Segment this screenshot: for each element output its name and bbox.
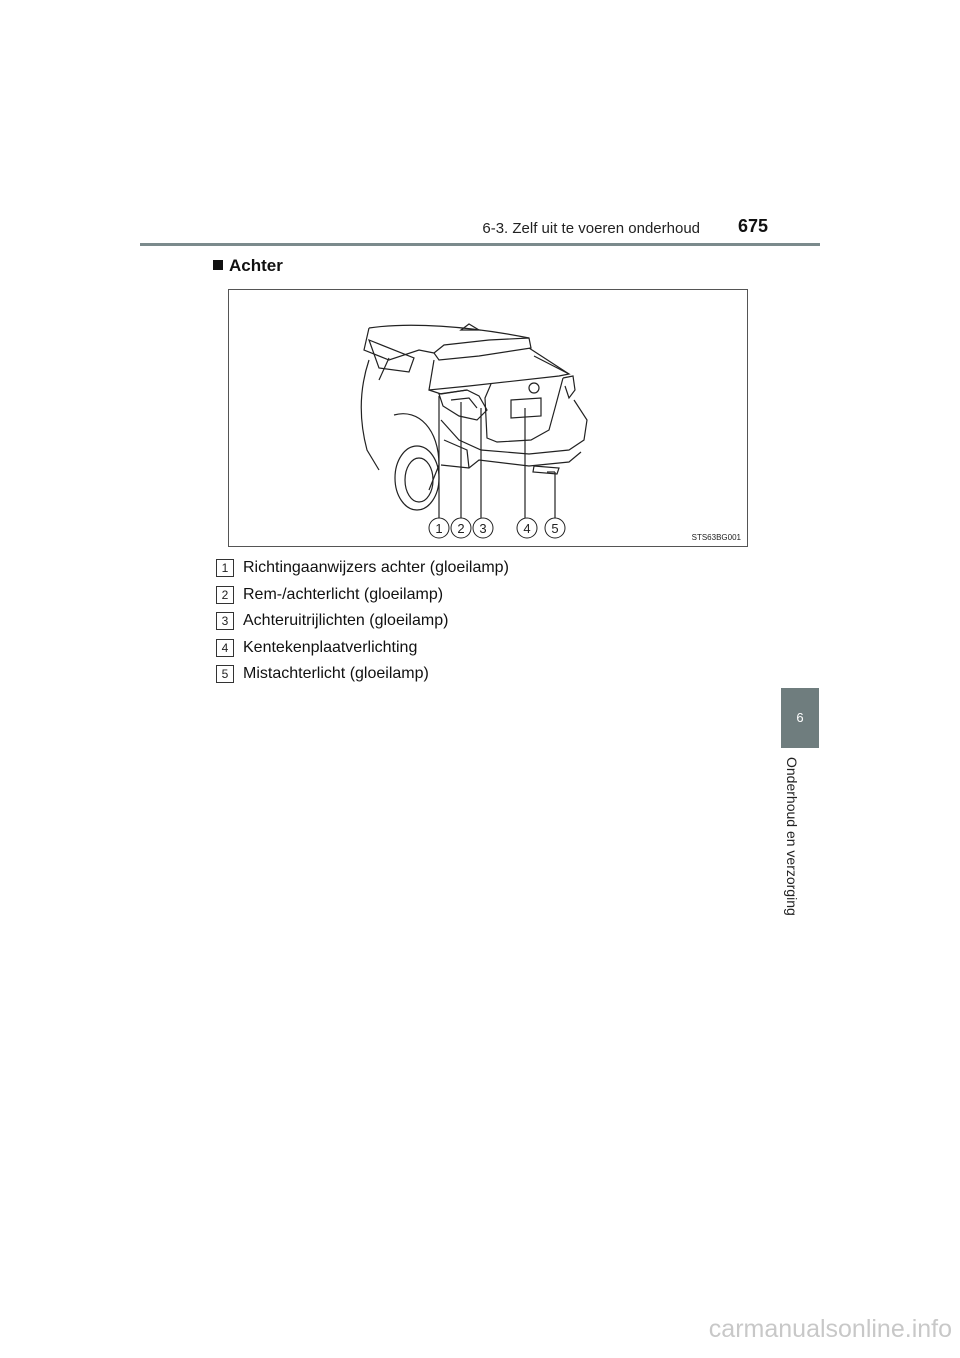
- chapter-tab: 6: [781, 688, 819, 748]
- callout-markers: [229, 290, 748, 547]
- bulb-list: [216, 558, 776, 691]
- page-number: 675: [738, 216, 769, 236]
- callout-4: [517, 518, 537, 538]
- section-heading: [213, 256, 283, 276]
- site-watermark: carmanualsonline.info: [708, 1315, 952, 1343]
- list-item: [216, 558, 776, 585]
- callout-5: [545, 518, 565, 538]
- callout-3-label: 3: [479, 521, 487, 536]
- rear-lights-figure: [228, 289, 748, 547]
- list-item: [216, 638, 776, 665]
- item-text: Kentekenplaatverlichting: [243, 638, 418, 656]
- list-item: [216, 611, 776, 638]
- callout-5-label: 5: [551, 521, 559, 536]
- item-text: Richtingaanwijzers achter (gloeilamp): [243, 559, 509, 576]
- item-number-badge: 2: [216, 586, 234, 604]
- chapter-section-title: 6-3. Zelf uit te voeren onderhoud: [482, 220, 700, 237]
- chapter-tab-label: Onderhoud en verzorging: [784, 757, 800, 916]
- list-item: [216, 664, 776, 691]
- callout-2-label: 2: [457, 521, 465, 536]
- item-number-badge: 4: [216, 639, 234, 657]
- callout-4-label: 4: [523, 521, 531, 536]
- item-number-badge: 3: [216, 612, 234, 630]
- callout-2: [451, 518, 471, 538]
- item-number-badge: 1: [216, 559, 234, 577]
- section-heading-text: Achter: [229, 256, 283, 275]
- callout-3: [473, 518, 493, 538]
- item-number-badge: 5: [216, 665, 234, 683]
- list-item: [216, 585, 776, 612]
- callout-1: [429, 518, 449, 538]
- header-divider: [140, 243, 820, 246]
- item-text: Achteruitrijlichten (gloeilamp): [243, 612, 449, 629]
- callout-1-label: 1: [435, 521, 443, 536]
- item-text: Mistachterlicht (gloeilamp): [243, 665, 429, 682]
- figure-code: STS63BG001: [691, 533, 741, 542]
- square-bullet-icon: [213, 260, 223, 270]
- item-text: Rem-/achterlicht (gloeilamp): [243, 585, 444, 603]
